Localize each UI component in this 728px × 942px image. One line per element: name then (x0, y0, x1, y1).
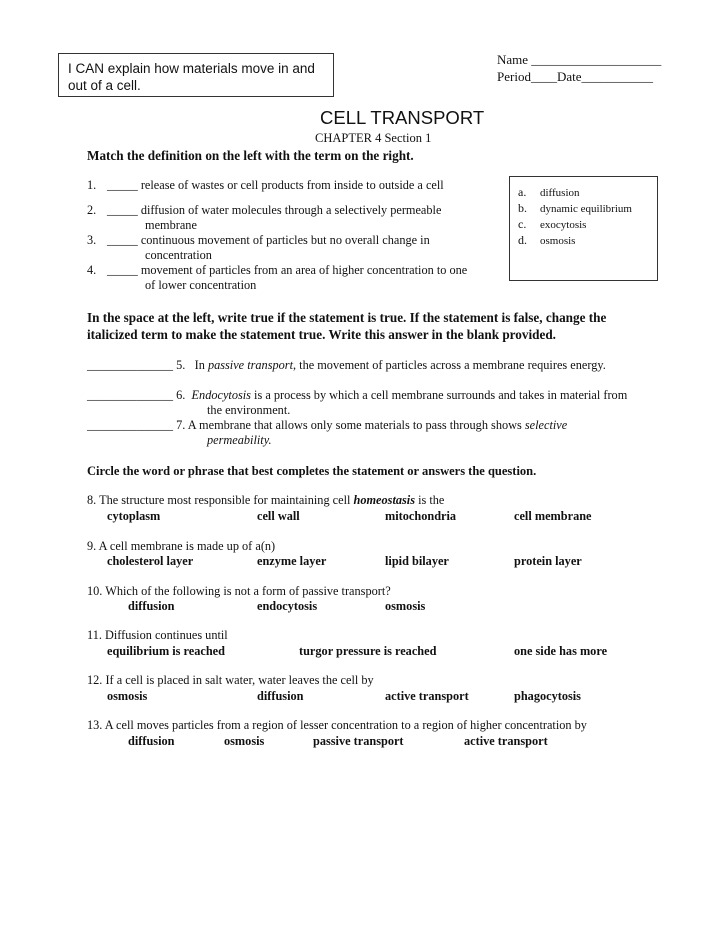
question-9: 9. A cell membrane is made up of a(n) (87, 539, 276, 553)
true-false-instruction-line1: In the space at the left, write true if the statement is true. If the statement is false, change the (87, 310, 607, 325)
question-7-continuation: permeability. (207, 433, 272, 447)
matching-item-number: 3. (87, 233, 97, 247)
name-field[interactable]: Name ____________________ (497, 52, 662, 67)
term-d: d. osmosis (518, 233, 576, 247)
term-b: b. dynamic equilibrium (518, 201, 632, 215)
answer-blank-6[interactable]: ______________ 6. (87, 388, 186, 402)
question-6-continuation: the environment. (207, 403, 291, 417)
q12-option-phagocytosis[interactable]: phagocytosis (514, 689, 581, 703)
question-10: 10. Which of the following is not a form of passive transport? (87, 584, 391, 598)
ican-statement: I CAN explain how materials move in and out of a cell. (68, 61, 315, 93)
q13-option-osmosis[interactable]: osmosis (224, 734, 265, 748)
chapter-subtitle: CHAPTER 4 Section 1 (315, 131, 432, 145)
matching-item-number: 2. (87, 203, 97, 217)
question-6: ______________ 6. Endocytosis is a process by which a cell membrane surrounds and takes in material from (87, 388, 628, 402)
page-title: CELL TRANSPORT (320, 107, 485, 128)
answer-blank-7[interactable]: ______________ 7. (87, 418, 186, 432)
q10-option-endocytosis[interactable]: endocytosis (257, 599, 318, 613)
q9-option-lipid-bilayer[interactable]: lipid bilayer (385, 554, 449, 568)
matching-item-continuation: of lower concentration (145, 278, 257, 292)
q12-option-diffusion[interactable]: diffusion (257, 689, 304, 703)
q11-option-one-side-more[interactable]: one side has more (514, 644, 608, 658)
q13-option-diffusion[interactable]: diffusion (128, 734, 175, 748)
q9-option-protein-layer[interactable]: protein layer (514, 554, 582, 568)
question-13: 13. A cell moves particles from a region of lesser concentration to a region of higher concentration by (87, 718, 587, 732)
q11-option-turgor-pressure[interactable]: turgor pressure is reached (299, 644, 437, 658)
question-7: ______________ 7. A membrane that allows only some materials to pass through shows selective (87, 418, 568, 432)
q8-option-cell-membrane[interactable]: cell membrane (514, 509, 592, 523)
question-5: ______________ 5. In passive transport, the movement of particles across a membrane requires energy. (87, 358, 606, 372)
q8-option-cytoplasm[interactable]: cytoplasm (107, 509, 161, 523)
answer-blank-5[interactable]: ______________ 5. (87, 358, 186, 372)
matching-item-text[interactable]: _____ release of wastes or cell products from inside to outside a cell (107, 178, 444, 192)
matching-item-text[interactable]: _____ diffusion of water molecules through a selectively permeable (107, 203, 442, 217)
true-false-instruction-line2: italicized term to make the statement true. Write this answer in the blank provided. (87, 327, 556, 342)
q11-option-equilibrium[interactable]: equilibrium is reached (107, 644, 225, 658)
matching-instruction: Match the definition on the left with the term on the right. (87, 148, 414, 163)
question-8: 8. The structure most responsible for maintaining cell homeostasis is the (87, 493, 445, 507)
matching-item-number: 1. (87, 178, 97, 192)
q8-option-mitochondria[interactable]: mitochondria (385, 509, 457, 523)
q12-option-osmosis[interactable]: osmosis (107, 689, 148, 703)
q10-option-osmosis[interactable]: osmosis (385, 599, 426, 613)
q13-option-passive-transport[interactable]: passive transport (313, 734, 404, 748)
term-a: a. diffusion (518, 185, 580, 199)
q12-option-active-transport[interactable]: active transport (385, 689, 469, 703)
matching-item-text[interactable]: _____ continuous movement of particles but no overall change in (107, 233, 430, 247)
matching-item-text[interactable]: _____ movement of particles from an area of higher concentration to one (107, 263, 468, 277)
q8-option-cell-wall[interactable]: cell wall (257, 509, 300, 523)
matching-item-continuation: concentration (145, 248, 212, 262)
terms-box (509, 176, 658, 281)
multiple-choice-instruction: Circle the word or phrase that best completes the statement or answers the question. (87, 464, 537, 478)
q13-option-active-transport[interactable]: active transport (464, 734, 548, 748)
question-11: 11. Diffusion continues until (87, 628, 228, 642)
question-12: 12. If a cell is placed in salt water, water leaves the cell by (87, 673, 374, 687)
q10-option-diffusion[interactable]: diffusion (128, 599, 175, 613)
q9-option-cholesterol-layer[interactable]: cholesterol layer (107, 554, 194, 568)
term-c: c. exocytosis (518, 217, 587, 231)
matching-item-continuation: membrane (145, 218, 197, 232)
q9-option-enzyme-layer[interactable]: enzyme layer (257, 554, 327, 568)
ican-objective-box (58, 53, 334, 97)
matching-item-number: 4. (87, 263, 97, 277)
period-date-field[interactable]: Period____Date___________ (497, 69, 653, 84)
